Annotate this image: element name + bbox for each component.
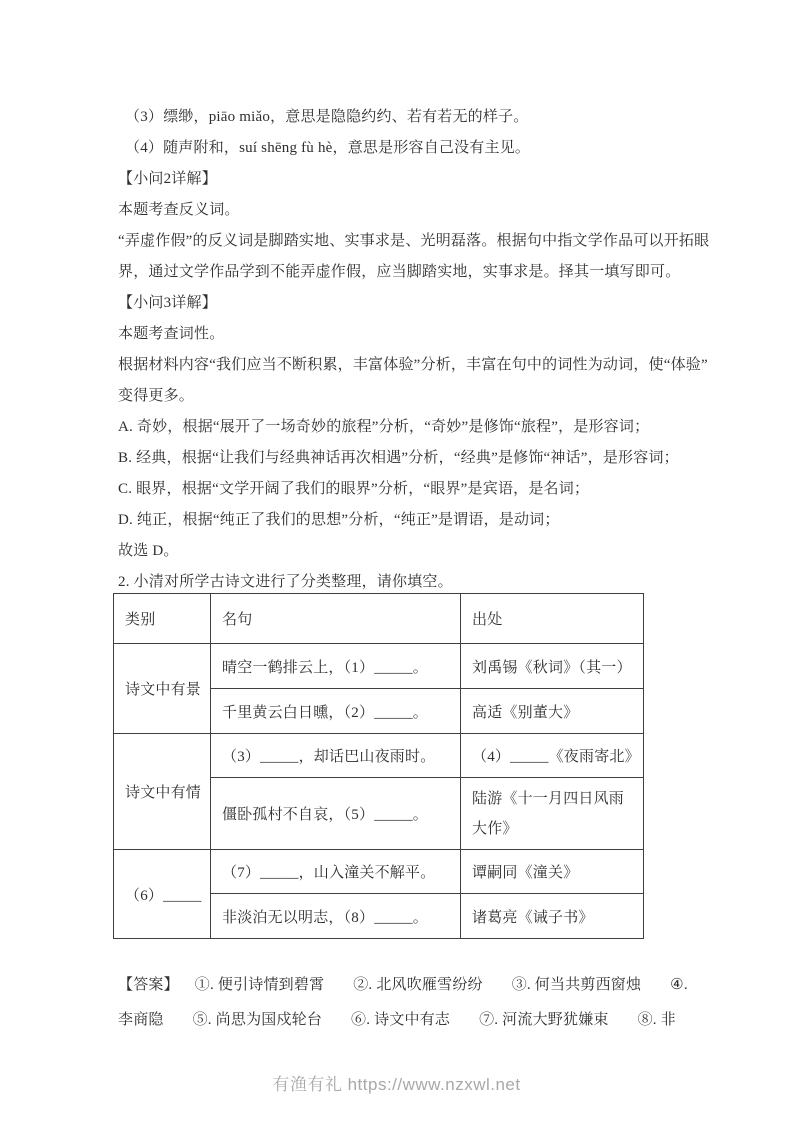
source-cell-2: 高适《别董大》: [461, 689, 644, 734]
source-cell-5: 陆游《十一月四日风雨大作》: [461, 778, 644, 850]
watermark-url: 有渔有礼 https://www.nzxwl.net: [272, 1075, 521, 1094]
doc-line-conclusion: 故选 D。: [118, 543, 179, 559]
answer-item-7: ⑦. 河流大野犹嫌束: [479, 1012, 609, 1028]
doc-line-topic-pos: 本题考查词性。: [118, 326, 225, 342]
answer-item-6: ⑥. 诗文中有志: [351, 1012, 451, 1028]
poetry-classification-table: [113, 593, 644, 939]
answer-key-block: [118, 968, 703, 1038]
category-cell-blank-6: （6）_____: [114, 850, 211, 939]
document-body: [118, 102, 708, 598]
answer-item-4-continued: 李商隐: [118, 1012, 164, 1028]
doc-line-def-4: （4）随声附和，suí shēng fù hè，意思是形容自己没有主见。: [125, 140, 531, 156]
category-cell-emotion: 诗文中有情: [114, 734, 211, 850]
source-cell-4: （4）_____《夜雨寄北》: [461, 734, 644, 778]
table-header-row: [114, 594, 644, 644]
answer-item-4-marker: ④.: [670, 977, 688, 993]
table-row: [114, 734, 644, 778]
header-cell-source: 出处: [461, 594, 644, 644]
answer-item-2: ②. 北风吹雁雪纷纷: [353, 977, 483, 993]
answer-label: 【答案】: [118, 977, 179, 993]
doc-line-antonym-expl-2: 界，通过文学作品学到不能弄虚作假，应当脚踏实地，实事求是。择其一填写即可。: [118, 264, 681, 280]
quote-cell-2: 千里黄云白日曛，（2）_____。: [211, 689, 461, 734]
answer-item-3: ③. 何当共剪西窗烛: [511, 977, 642, 993]
answer-item-5: ⑤. 尚思为国戍轮台: [192, 1012, 323, 1028]
category-cell-scenery: 诗文中有景: [114, 644, 211, 734]
doc-line-topic-antonym: 本题考查反义词。: [118, 202, 240, 218]
quote-cell-7: （7）_____，山入潼关不解平。: [211, 850, 461, 894]
quote-cell-5: 僵卧孤村不自哀，（5）_____。: [211, 778, 461, 850]
section-label-q2: 【小问2详解】: [118, 171, 217, 187]
doc-line-antonym-expl-1: “弄虚作假”的反义词是脚踏实地、实事求是、光明磊落。根据句中指文学作品可以开拓眼: [118, 233, 710, 249]
quote-cell-3: （3）_____，却话巴山夜雨时。: [211, 734, 461, 778]
doc-line-option-d: D. 纯正，根据“纯正了我们的思想”分析，“纯正”是谓语，是动词；: [118, 512, 560, 528]
answer-item-8-partial: ⑧. 非: [637, 1012, 676, 1028]
answer-item-1: ①. 便引诗情到碧霄: [194, 977, 325, 993]
answer-line-2: [118, 1003, 703, 1038]
quote-cell-1: 晴空一鹤排云上，（1）_____。: [211, 644, 461, 689]
answer-line-1: [118, 968, 703, 1003]
question-2-stem: 2. 小清对所学古诗文进行了分类整理，请你填空。: [118, 574, 453, 590]
doc-line-pos-expl-1: 根据材料内容“我们应当不断积累，丰富体验”分析，丰富在句中的词性为动词，使“体验”: [118, 357, 708, 373]
header-cell-quote: 名句: [211, 594, 461, 644]
source-cell-7: 谭嗣同《潼关》: [461, 850, 644, 894]
quote-cell-8: 非淡泊无以明志，（8）_____。: [211, 894, 461, 939]
doc-line-def-3: （3）缥缈，piāo miǎo，意思是隐隐约约、若有若无的样子。: [125, 109, 529, 125]
header-cell-category: 类别: [114, 594, 211, 644]
doc-line-pos-expl-2: 变得更多。: [118, 388, 195, 404]
section-label-q3: 【小问3详解】: [118, 295, 217, 311]
source-cell-1: 刘禹锡《秋词》（其一）: [461, 644, 644, 689]
table-row: [114, 850, 644, 894]
doc-line-option-c: C. 眼界，根据“文学开阔了我们的眼界”分析，“眼界”是宾语，是名词；: [118, 481, 590, 497]
doc-line-option-b: B. 经典，根据“让我们与经典神话再次相遇”分析，“经典”是修饰“神话”，是形容词；: [118, 450, 679, 466]
source-cell-8: 诸葛亮《诫子书》: [461, 894, 644, 939]
doc-line-option-a: A. 奇妙，根据“展开了一场奇妙的旅程”分析，“奇妙”是修饰“旅程”，是形容词；: [118, 419, 650, 435]
table-row: [114, 644, 644, 689]
